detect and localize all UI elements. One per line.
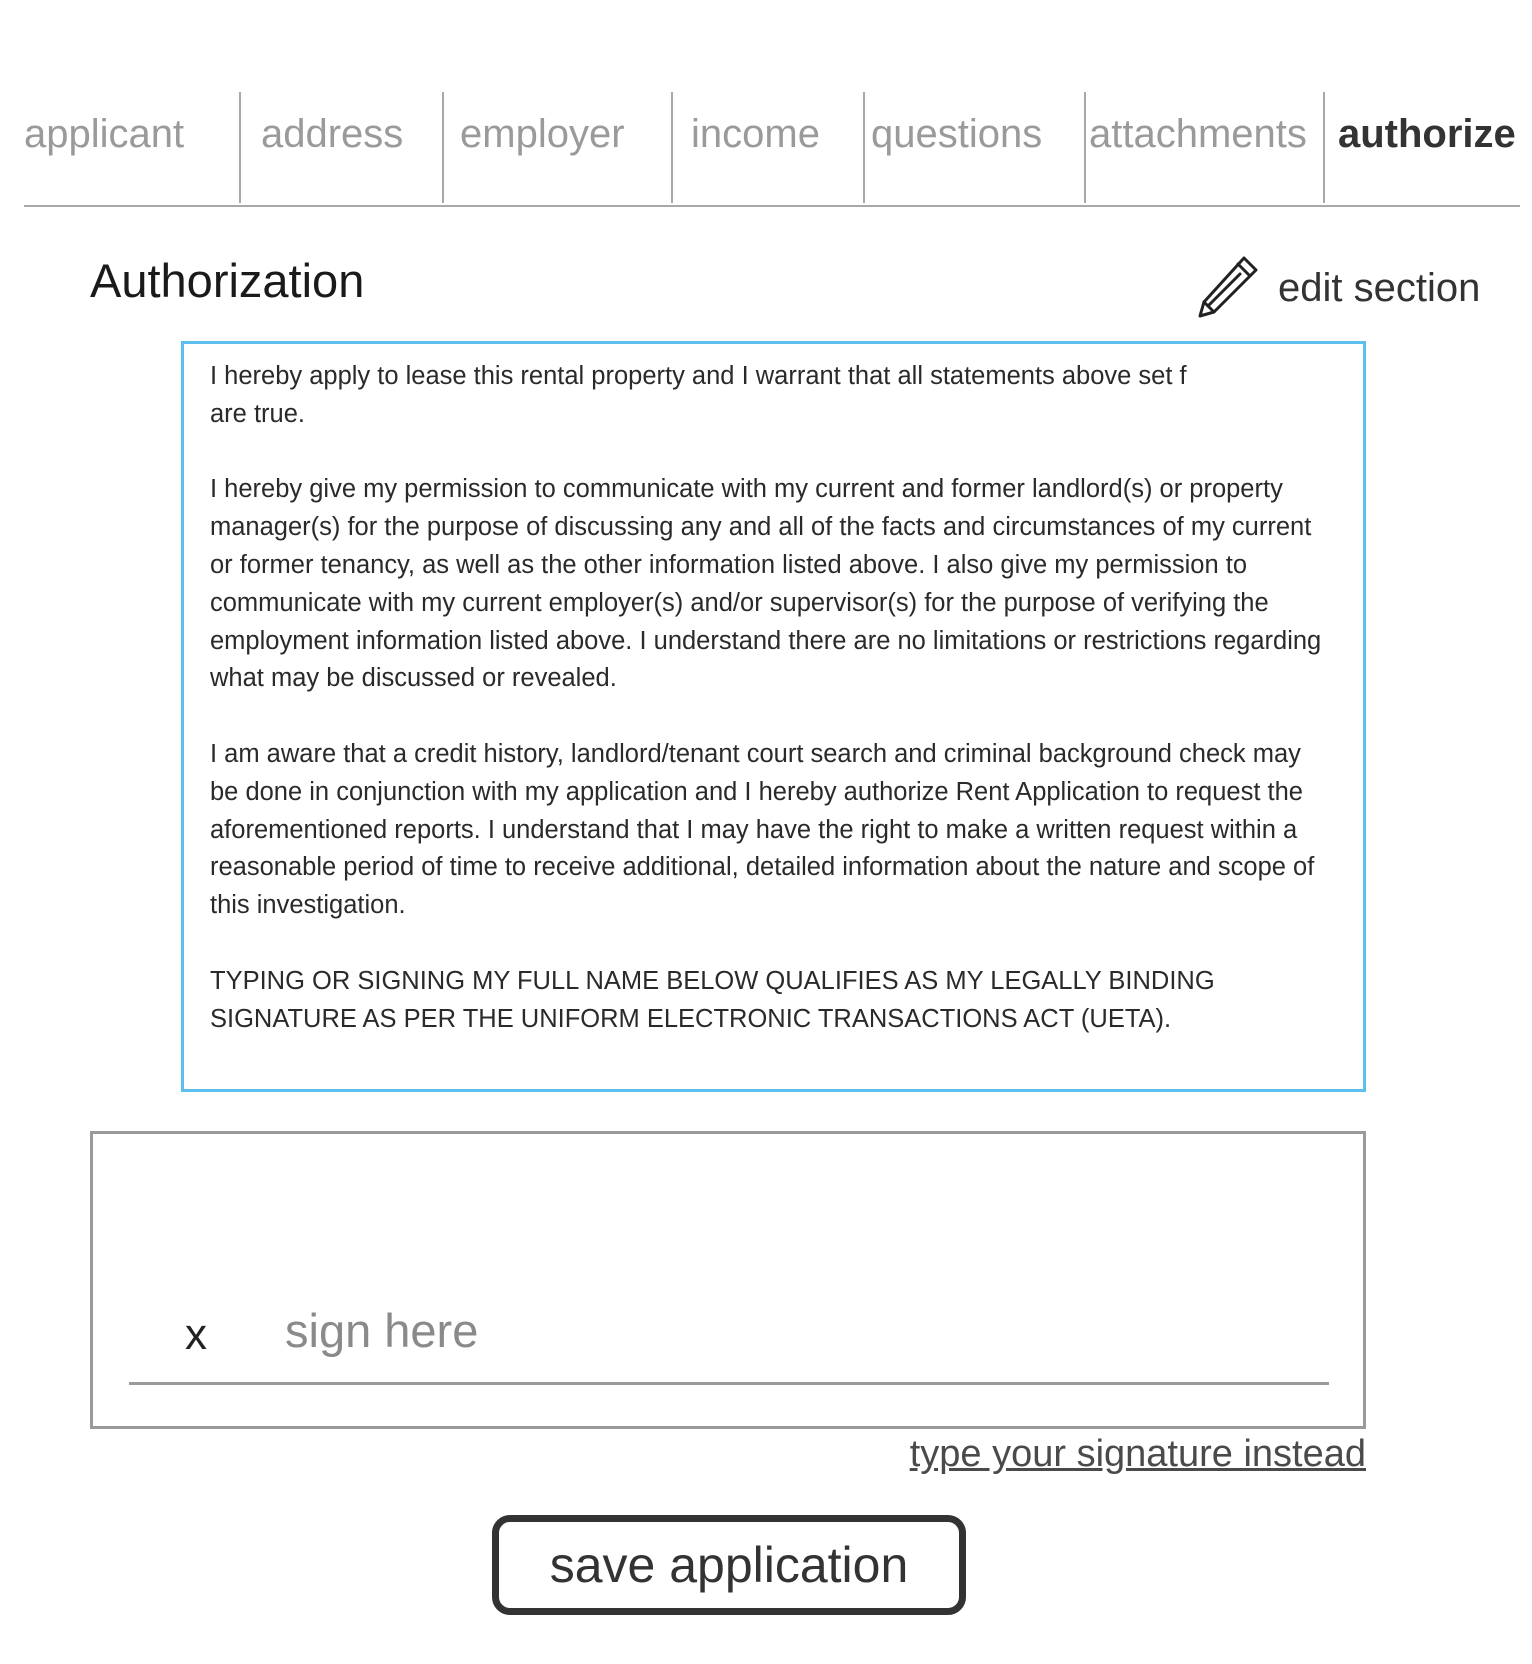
signature-pad[interactable] [90, 1131, 1366, 1429]
edit-section-label: edit section [1278, 266, 1481, 310]
signature-line [129, 1382, 1329, 1385]
tab-questions[interactable]: questions [863, 92, 1084, 203]
tab-address[interactable]: address [239, 92, 442, 203]
tab-attachments[interactable]: attachments [1084, 92, 1323, 203]
terms-paragraph-4: TYPING OR SIGNING MY FULL NAME BELOW QUALIFIES AS MY LEGALLY BINDING SIGNATURE AS PER THE UNIFORM ELECTRONIC TRANSACTIONS ACT (UETA). [210, 966, 1215, 1033]
terms-paragraph-2: I hereby give my permission to communicate with my current and former landlord(s) or property manager(s) for the purpose of discussing any and all of the facts and circumstances of my current or former tenancy, as well as the other information listed above. I also give my permission to communicate with my current employer(s) and/or supervisor(s) for the purpose of verifying the employment information listed above. I understand there are no limitations or restrictions regarding what may be discussed or revealed. [210, 475, 1322, 693]
edit-section-link[interactable] [1196, 250, 1486, 320]
type-signature-link[interactable]: type your signature instead [909, 1433, 1366, 1475]
signature-x-mark: x [185, 1310, 207, 1359]
section-tabs [24, 92, 1520, 207]
authorization-terms-box[interactable] [181, 341, 1366, 1092]
signature-placeholder: sign here [285, 1304, 479, 1357]
terms-paragraph-1-line-2: are true. [210, 399, 305, 428]
section-title: Authorization [90, 254, 365, 307]
tab-income[interactable]: income [671, 92, 863, 203]
tab-authorize[interactable]: authorize [1323, 92, 1520, 203]
pencil-icon [1196, 254, 1260, 318]
tab-employer[interactable]: employer [442, 92, 671, 203]
tab-applicant[interactable]: applicant [24, 112, 185, 156]
save-application-button[interactable]: save application [492, 1515, 966, 1615]
terms-paragraph-3: I am aware that a credit history, landlord/tenant court search and criminal background check may be done in conjunction with my application and I hereby authorize Rent Application to request the aforementioned reports. I understand that I may have the right to make a written request within a reasonable period of time to receive additional, detailed information about the nature and scope of this investigation. [210, 739, 1315, 920]
authorization-terms-text [210, 358, 1335, 1038]
terms-paragraph-1 [210, 358, 1335, 434]
terms-paragraph-1-line-1: I hereby apply to lease this rental property and I warrant that all statements above set f [210, 362, 1187, 390]
